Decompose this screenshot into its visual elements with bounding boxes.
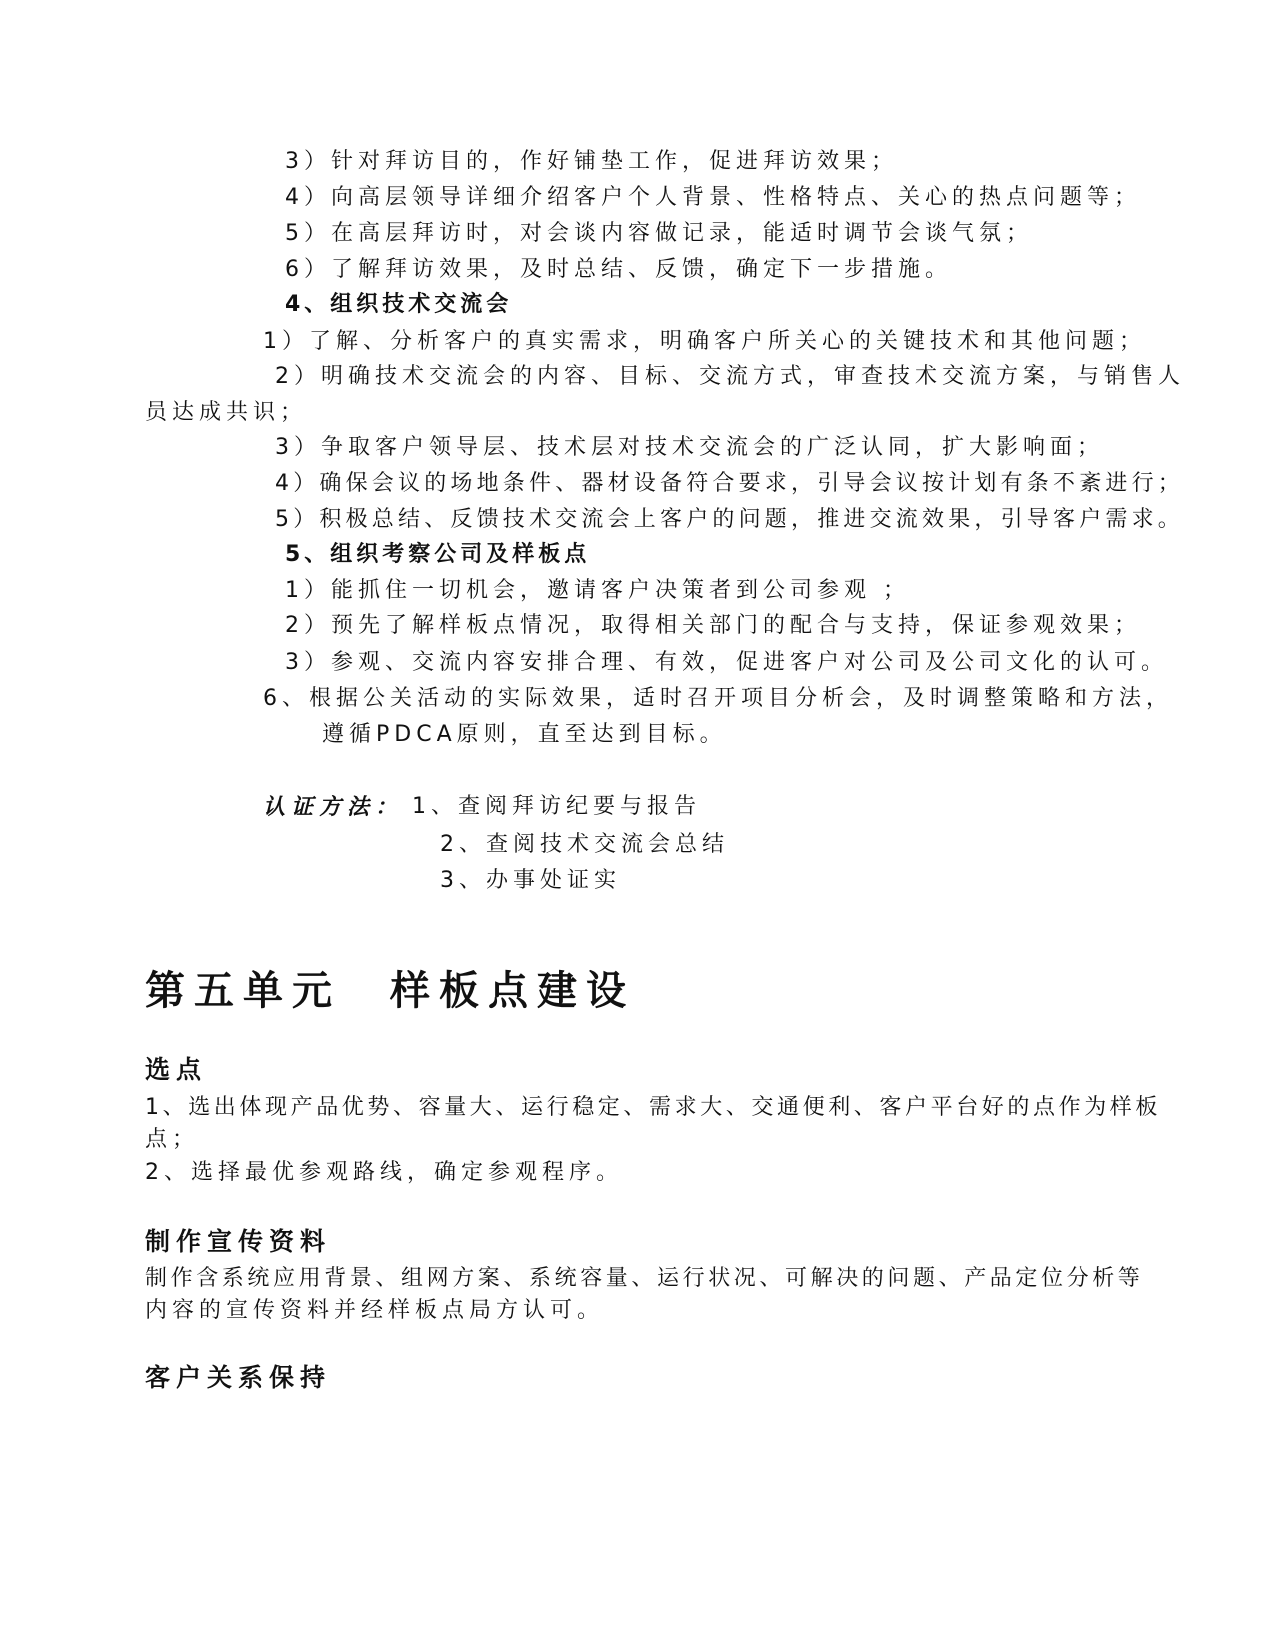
section-4-item-continuation: 员达成共识； <box>145 400 308 425</box>
site-selection-line: 1、选出体现产品优势、容量大、运行稳定、需求大、交通便利、客户平台好的点作为样板 <box>145 1095 1161 1120</box>
unit-title: 第五单元 样板点建设 <box>145 967 635 1014</box>
materials-line: 制作含系统应用背景、组网方案、系统容量、运行状况、可解决的问题、产品定位分析等 <box>145 1266 1144 1291</box>
verification-item: 2、查阅技术交流会总结 <box>440 832 729 857</box>
materials-heading: 制作宣传资料 <box>145 1227 332 1256</box>
site-selection-line: 点； <box>145 1127 200 1152</box>
section-4-item: 3）争取客户领导层、技术层对技术交流会的广泛认同，扩大影响面； <box>275 435 1104 460</box>
section-5-item: 2）预先了解样板点情况，取得相关部门的配合与支持，保证参观效果； <box>285 613 1141 638</box>
section-4-item: 1）了解、分析客户的真实需求，明确客户所关心的关键技术和其他问题； <box>263 329 1146 354</box>
intro-item: 5）在高层拜访时，对会谈内容做记录，能适时调节会谈气氛； <box>285 221 1033 246</box>
section-6-line: 遵循PDCA原则，直至达到目标。 <box>322 722 727 747</box>
verification-label: 认证方法： <box>263 794 404 820</box>
intro-item: 4）向高层领导详细介绍客户个人背景、性格特点、关心的热点问题等； <box>285 185 1141 210</box>
section-4-item: 5）积极总结、反馈技术交流会上客户的问题，推进交流效果，引导客户需求。 <box>275 507 1184 532</box>
section-5-title: 5、组织考察公司及样板点 <box>285 542 591 567</box>
verification-item: 3、办事处证实 <box>440 868 621 893</box>
intro-item: 3）针对拜访目的，作好铺垫工作，促进拜访效果； <box>285 149 898 174</box>
section-4-title: 4、组织技术交流会 <box>285 292 513 317</box>
verification-item: 1、查阅拜访纪要与报告 <box>412 794 701 819</box>
intro-item: 6）了解拜访效果，及时总结、反馈，确定下一步措施。 <box>285 257 952 282</box>
section-6-line: 6、根据公关活动的实际效果，适时召开项目分析会，及时调整策略和方法， <box>263 686 1173 711</box>
section-4-item: 4）确保会议的场地条件、器材设备符合要求，引导会议按计划有条不紊进行； <box>275 471 1184 496</box>
section-5-item: 1）能抓住一切机会，邀请客户决策者到公司参观 ； <box>285 578 910 603</box>
site-selection-heading: 选点 <box>145 1055 208 1084</box>
section-5-item: 3）参观、交流内容安排合理、有效，促进客户对公司及公司文化的认可。 <box>285 650 1168 675</box>
section-4-item: 2）明确技术交流会的内容、目标、交流方式，审查技术交流方案，与销售人 <box>275 364 1185 389</box>
site-selection-line: 2、选择最优参观路线，确定参观程序。 <box>145 1160 623 1185</box>
materials-line: 内容的宣传资料并经样板点局方认可。 <box>145 1298 605 1323</box>
relations-heading: 客户关系保持 <box>145 1363 332 1392</box>
